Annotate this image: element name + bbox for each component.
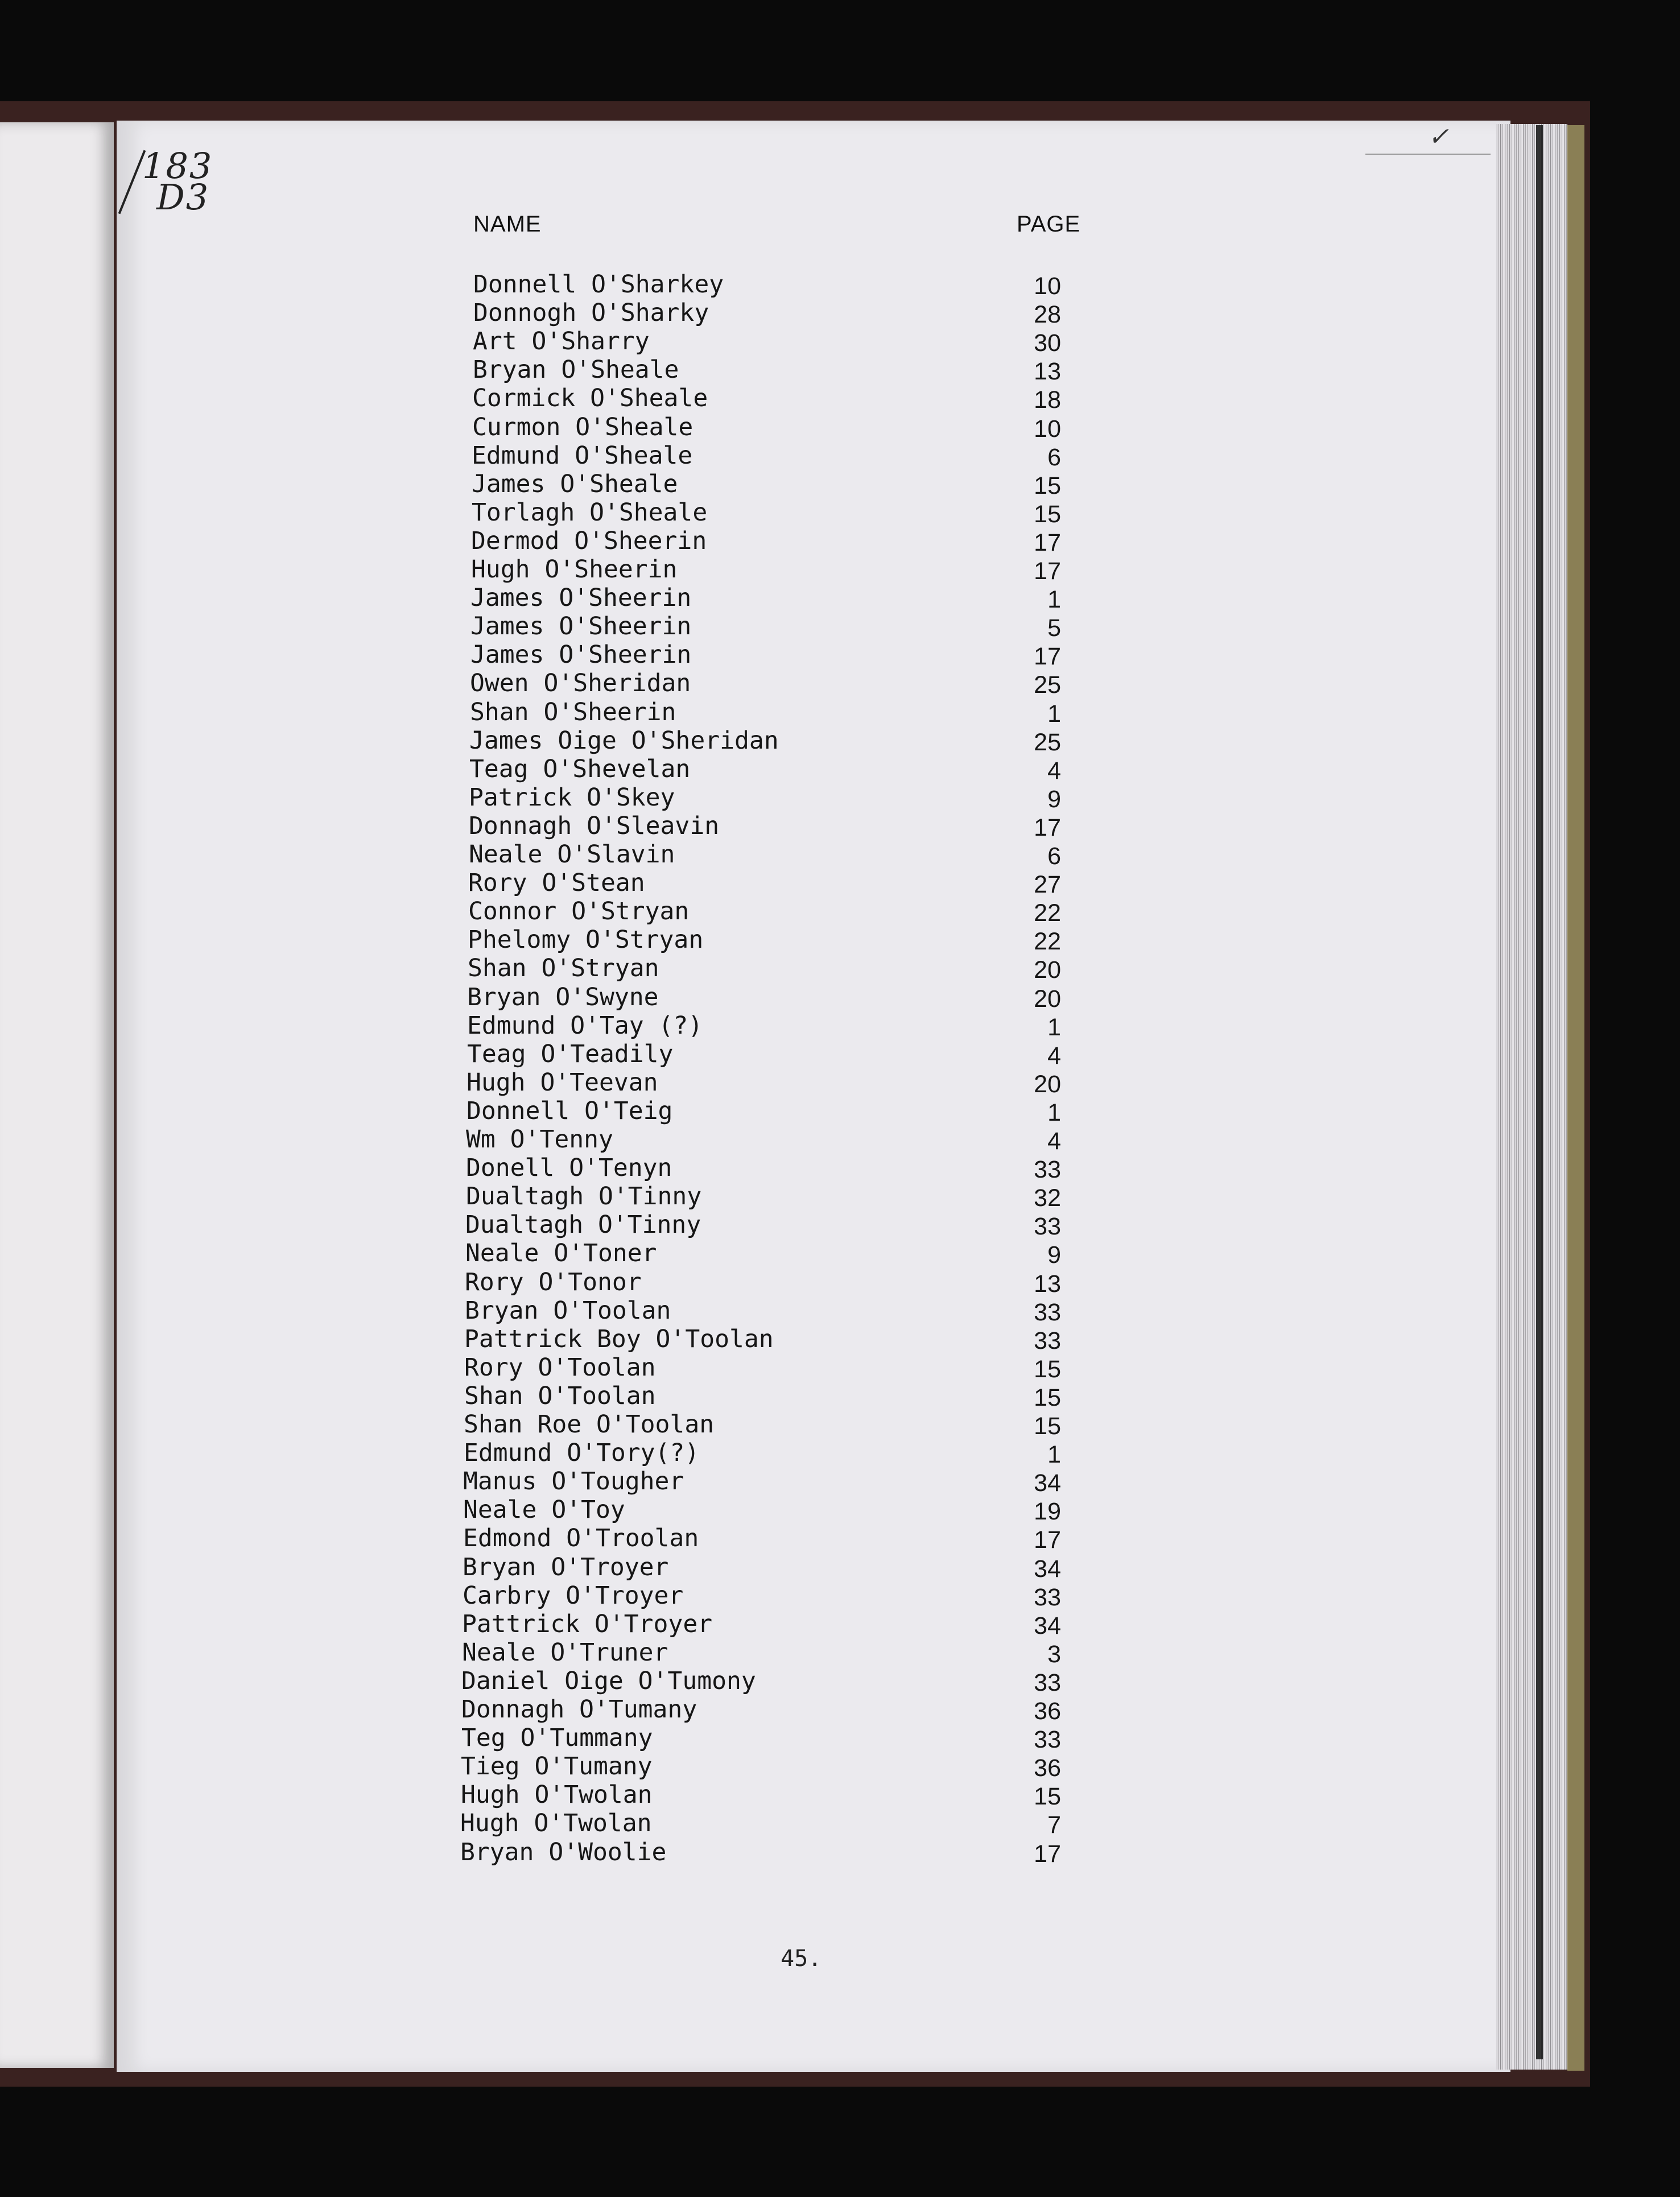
entry-name: Pattrick Boy O'Toolan: [464, 1325, 774, 1353]
entry-page: 18: [1034, 386, 1061, 414]
entry-page: 15: [1034, 1356, 1061, 1383]
entry-name: Neale O'Truner: [462, 1638, 668, 1667]
entry-name: Bryan O'Toolan: [465, 1296, 671, 1325]
list-item: [467, 1068, 1320, 1097]
entry-name: Pattrick O'Troyer: [462, 1610, 713, 1638]
entry-page: 6: [1047, 444, 1061, 471]
list-item: [470, 612, 1324, 641]
list-item: [461, 1752, 1314, 1781]
list-item: [468, 869, 1322, 897]
entry-name: James O'Sheerin: [470, 641, 692, 669]
list-item: [465, 1239, 1319, 1267]
entry-page: 33: [1034, 1726, 1061, 1753]
entry-page: 1: [1047, 1441, 1061, 1468]
entry-page: 22: [1034, 899, 1061, 927]
list-item: [463, 1467, 1316, 1496]
entry-name: Hugh O'Teevan: [467, 1068, 658, 1097]
entry-page: 4: [1047, 1128, 1061, 1155]
entry-page: 15: [1034, 1384, 1061, 1411]
entry-page: 33: [1034, 1299, 1061, 1326]
entry-name: Shan O'Toolan: [464, 1382, 656, 1410]
entry-name: Donnell O'Teig: [467, 1097, 673, 1125]
list-item: [468, 926, 1321, 954]
entry-name: James Oige O'Sheridan: [469, 726, 779, 755]
list-item: [470, 641, 1324, 669]
entry-name: Edmund O'Tay (?): [467, 1011, 703, 1040]
list-item: [463, 1496, 1316, 1524]
entry-page: 17: [1034, 1840, 1061, 1868]
entry-page: 28: [1034, 301, 1061, 328]
entry-page: 1: [1047, 586, 1061, 613]
list-item: [463, 1553, 1316, 1581]
list-item: [472, 413, 1326, 441]
entry-page: 25: [1034, 671, 1061, 699]
list-item: [469, 755, 1323, 783]
entry-name: Hugh O'Sheerin: [471, 555, 678, 584]
entry-name: Bryan O'Swyne: [467, 983, 659, 1011]
list-item: [466, 1154, 1319, 1182]
entry-name: Edmond O'Troolan: [463, 1524, 699, 1552]
entry-page: 33: [1034, 1327, 1061, 1354]
entry-page: 13: [1034, 1270, 1061, 1298]
entry-page: 19: [1034, 1498, 1061, 1525]
list-item: [472, 384, 1326, 412]
entry-page: 20: [1034, 1071, 1061, 1098]
entry-name: Bryan O'Sheale: [473, 356, 679, 384]
entry-name: Hugh O'Twolan: [461, 1781, 653, 1809]
entry-page: 34: [1034, 1555, 1061, 1583]
entry-page: 10: [1034, 415, 1061, 443]
entry-name: Wm O'Tenny: [466, 1125, 613, 1154]
list-item: [464, 1353, 1318, 1382]
entry-name: Dualtagh O'Tinny: [466, 1182, 702, 1211]
entry-name: Torlagh O'Sheale: [472, 498, 708, 527]
list-item: [463, 1581, 1316, 1610]
entry-page: 20: [1034, 985, 1061, 1013]
entry-name: Shan O'Stryan: [468, 954, 659, 982]
list-item: [462, 1638, 1315, 1667]
entry-page: 15: [1034, 1413, 1061, 1440]
entry-name: Neale O'Slavin: [469, 840, 675, 869]
list-item: [469, 726, 1323, 755]
list-item: [465, 1296, 1318, 1325]
entry-name: Donnogh O'Sharky: [473, 299, 709, 327]
entry-page: 15: [1034, 1783, 1061, 1810]
list-item: [464, 1382, 1318, 1410]
list-item: [467, 1011, 1320, 1040]
entry-name: Daniel Oige O'Tumony: [461, 1667, 756, 1695]
entry-name: Bryan O'Woolie: [460, 1838, 667, 1866]
entry-page: 33: [1034, 1213, 1061, 1240]
entry-name: Art O'Sharry: [473, 327, 650, 356]
entry-page: 33: [1034, 1669, 1061, 1696]
entry-name: Owen O'Sheridan: [470, 669, 691, 697]
list-item: [464, 1325, 1318, 1353]
entry-name: Neale O'Toner: [465, 1239, 657, 1267]
handwritten-shelf-mark: [122, 145, 236, 225]
list-item: [467, 1097, 1320, 1125]
entry-name: James O'Sheerin: [470, 584, 692, 612]
entry-page: 3: [1047, 1641, 1061, 1668]
list-item: [473, 299, 1327, 327]
list-item: [469, 840, 1322, 869]
entry-page: 17: [1034, 529, 1061, 556]
list-item: [468, 897, 1322, 926]
list-item: [466, 1182, 1319, 1211]
entry-name: Donnell O'Sharkey: [473, 270, 724, 299]
entry-name: Phelomy O'Stryan: [468, 926, 704, 954]
list-item: [473, 270, 1327, 299]
list-item: [465, 1211, 1319, 1239]
entry-name: Bryan O'Troyer: [463, 1553, 669, 1581]
entry-name: Donnagh O'Tumany: [461, 1695, 697, 1724]
entry-page: 15: [1034, 501, 1061, 528]
list-item: [464, 1410, 1317, 1439]
shelf-mark-top: 183: [142, 145, 213, 187]
list-item: [472, 498, 1325, 527]
entry-name: Teg O'Tummany: [461, 1724, 653, 1752]
entry-page: 10: [1034, 272, 1061, 300]
list-item: [471, 555, 1324, 584]
entry-page: 27: [1034, 871, 1061, 898]
list-item: [470, 584, 1324, 612]
list-item: [464, 1439, 1317, 1467]
page-number: 45.: [781, 1946, 822, 1972]
entry-name: Donell O'Tenyn: [466, 1154, 672, 1182]
entry-name: Connor O'Stryan: [468, 897, 690, 926]
entry-name: Teag O'Teadily: [467, 1040, 674, 1068]
entry-name: Rory O'Toolan: [464, 1353, 656, 1382]
entry-page: 20: [1034, 956, 1061, 984]
entry-name: Shan O'Sheerin: [470, 698, 676, 726]
entry-page: 5: [1047, 614, 1061, 642]
entry-page: 13: [1034, 358, 1061, 385]
entry-name: Manus O'Tougher: [463, 1467, 684, 1496]
entry-page: 1: [1047, 1014, 1061, 1041]
check-mark: ✓: [1428, 122, 1449, 151]
list-item: [473, 356, 1326, 384]
list-item: [472, 441, 1325, 470]
list-item: [461, 1667, 1315, 1695]
list-item: [468, 954, 1321, 982]
entry-page: 15: [1034, 472, 1061, 499]
entry-name: Carbry O'Troyer: [463, 1581, 684, 1610]
shelf-mark-bottom: D3: [156, 176, 210, 218]
list-item: [471, 527, 1324, 555]
entry-page: 34: [1034, 1612, 1061, 1640]
entry-name: Edmund O'Tory(?): [464, 1439, 700, 1467]
page-edge-shadow: [1536, 125, 1543, 2059]
list-item: [462, 1610, 1315, 1638]
entry-page: 36: [1034, 1698, 1061, 1725]
entry-page: 6: [1047, 843, 1061, 870]
entry-page: 34: [1034, 1469, 1061, 1497]
list-item: [460, 1809, 1314, 1837]
entry-page: 33: [1034, 1584, 1061, 1611]
entry-name: Hugh O'Twolan: [460, 1809, 652, 1837]
entry-page: 17: [1034, 643, 1061, 670]
entry-name: Shan Roe O'Toolan: [464, 1410, 715, 1439]
list-item: [469, 783, 1322, 812]
entry-page: 36: [1034, 1754, 1061, 1782]
column-header-name: NAME: [473, 212, 542, 237]
entry-page: 9: [1047, 1241, 1061, 1269]
list-item: [463, 1524, 1316, 1552]
list-item: [461, 1724, 1315, 1752]
entry-page: 30: [1034, 329, 1061, 357]
entry-page: 25: [1034, 729, 1061, 756]
entry-name: Neale O'Toy: [463, 1496, 625, 1524]
entry-name: James O'Sheale: [472, 470, 678, 498]
entry-page: 4: [1047, 1042, 1061, 1069]
list-item: [467, 983, 1320, 1011]
entry-page: 1: [1047, 1099, 1061, 1126]
entry-page: 17: [1034, 1526, 1061, 1554]
list-item: [469, 812, 1322, 840]
entry-name: Patrick O'Skey: [469, 783, 675, 812]
entry-name: Rory O'Stean: [468, 869, 645, 897]
entry-name: Edmund O'Sheale: [472, 441, 693, 470]
entry-name: Dualtagh O'Tinny: [465, 1211, 701, 1239]
entry-page: 22: [1034, 928, 1061, 955]
list-item: [470, 669, 1323, 697]
entry-page: 33: [1034, 1156, 1061, 1183]
list-item: [461, 1781, 1314, 1809]
entry-name: Donnagh O'Sleavin: [469, 812, 720, 840]
entry-name: James O'Sheerin: [470, 612, 692, 641]
entry-page: 7: [1047, 1811, 1061, 1839]
entry-name: Cormick O'Sheale: [472, 384, 708, 412]
entry-name: Curmon O'Sheale: [472, 413, 694, 441]
list-item: [467, 1040, 1320, 1068]
entry-name: Tieg O'Tumany: [461, 1752, 653, 1781]
binding-strap: [1567, 125, 1584, 2071]
entry-page: 1: [1047, 700, 1061, 728]
list-item: [461, 1695, 1315, 1724]
entry-name: Dermod O'Sheerin: [471, 527, 707, 555]
entry-page: 17: [1034, 814, 1061, 841]
list-item: [472, 470, 1325, 498]
entry-name: Rory O'Tonor: [465, 1268, 642, 1296]
entry-page: 9: [1047, 786, 1061, 813]
left-page: [0, 122, 114, 2068]
list-item: [473, 327, 1326, 356]
entry-page: 17: [1034, 557, 1061, 585]
list-item: [470, 698, 1323, 726]
entry-name: Teag O'Shevelan: [469, 755, 691, 783]
column-header-page: PAGE: [1017, 212, 1081, 237]
list-item: [465, 1268, 1318, 1296]
page-edges: [1496, 124, 1567, 2070]
entry-page: 32: [1034, 1184, 1061, 1212]
list-item: [466, 1125, 1319, 1154]
guide-line: [1365, 154, 1491, 155]
entry-page: 4: [1047, 757, 1061, 784]
list-item: [460, 1838, 1314, 1866]
